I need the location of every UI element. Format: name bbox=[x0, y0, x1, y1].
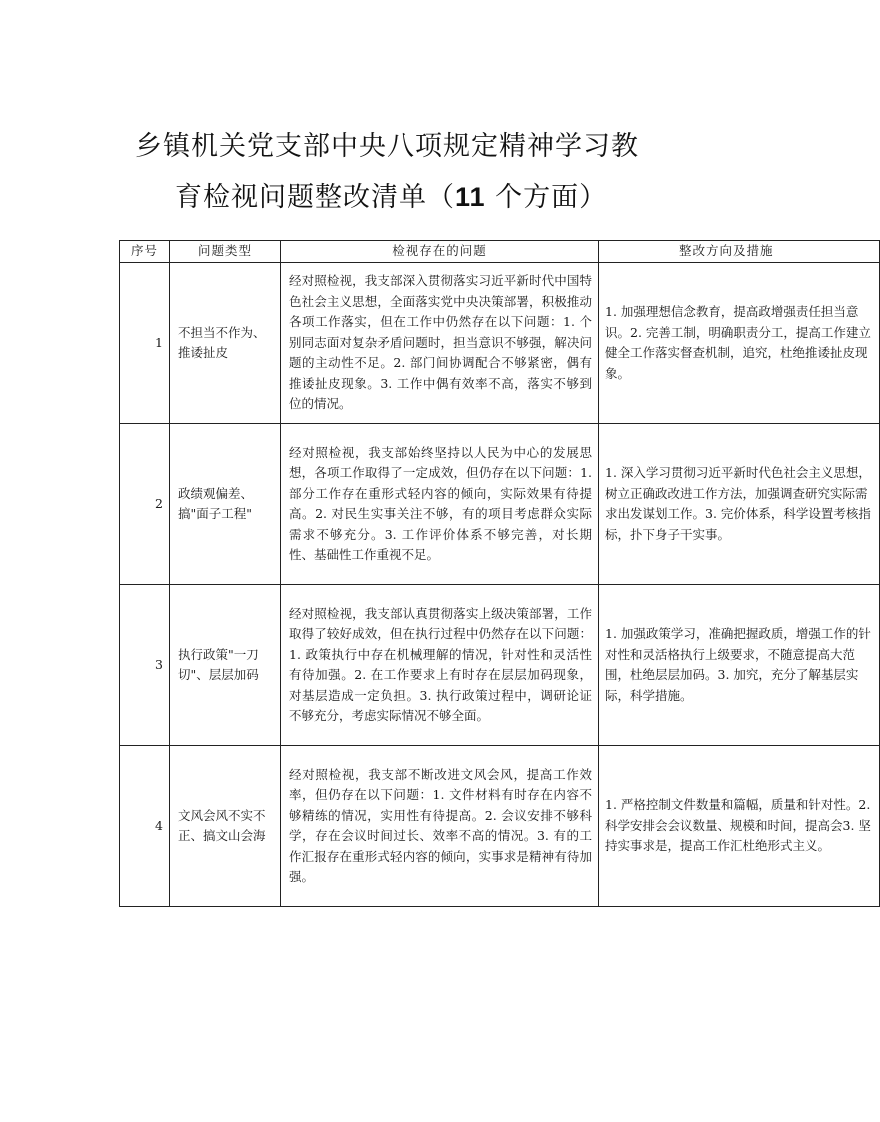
rectification-measures-cell: 1. 加强理想信念教育，提高政增强责任担当意识。2. 完善工制，明确职责分工，提高工作建立健全工作落实督查机制，追究，杜绝推诿扯皮现象。 bbox=[599, 263, 880, 424]
row-number: 1 bbox=[120, 263, 170, 424]
issue-description-cell: 经对照检视，我支部深入贯彻落实习近平新时代中国特色社会主义思想，全面落实党中央决策部署，积极推动各项工作落实，但在工作中仍然存在以下问题：1. 个别同志面对复杂矛盾问题时，担当意识不够强，解决问题的主动性不足。2. 部门间协调配合不够紧密，偶有推诿扯皮现象。3. 工作中偶有效率不高，落实不够到位的情况。 bbox=[281, 263, 599, 424]
table-row bbox=[120, 263, 880, 424]
title-line-2-suffix: 个方面） bbox=[485, 182, 608, 213]
table-header-row bbox=[120, 241, 880, 263]
issue-description-cell: 经对照检视，我支部不断改进文风会风，提高工作效率，但仍存在以下问题：1. 文件材料有时存在内容不够精练的情况，实用性有待提高。2. 会议安排不够科学，存在会议时间过长、效率不高的情况。3. 有的工作汇报存在重形式轻内容的倾向，实事求是精神有待加强。 bbox=[281, 746, 599, 907]
row-number: 4 bbox=[120, 746, 170, 907]
row-number: 2 bbox=[120, 424, 170, 585]
title-line-2-prefix: 育检视问题整改清单（ bbox=[175, 182, 455, 213]
header-no: 序号 bbox=[120, 241, 170, 263]
rectification-measures-cell: 1. 加强政策学习，准确把握政质，增强工作的针对性和灵活格执行上级要求，不随意提高大范围，杜绝层层加码。3. 加究，充分了解基层实际，科学措施。 bbox=[599, 585, 880, 746]
checklist-table-container bbox=[119, 240, 871, 907]
row-number: 3 bbox=[120, 585, 170, 746]
issue-type-cell: 执行政策"一刀切"、层层加码 bbox=[170, 585, 281, 746]
issue-type-cell: 文风会风不实不正、搞文山会海 bbox=[170, 746, 281, 907]
issue-description-cell: 经对照检视，我支部认真贯彻落实上级决策部署，工作取得了较好成效，但在执行过程中仍然存在以下问题：1. 政策执行中存在机械理解的情况，针对性和灵活性有待加强。2. 在工作要求上有时存在层层加码现象，对基层造成一定负担。3. 执行政策过程中，调研论证不够充分，考虑实际情况不够全面。 bbox=[281, 585, 599, 746]
header-issues-found: 检视存在的问题 bbox=[281, 241, 599, 263]
header-rectification-measures: 整改方向及措施 bbox=[599, 241, 880, 263]
page-title bbox=[0, 122, 793, 223]
rectification-measures-cell: 1. 严格控制文件数量和篇幅，质量和针对性。2. 科学安排会会议数量、规模和时间，提高会3. 坚持实事求是，提高工作汇杜绝形式主义。 bbox=[599, 746, 880, 907]
table-row bbox=[120, 746, 880, 907]
issue-description-cell: 经对照检视，我支部始终坚持以人民为中心的发展思想，各项工作取得了一定成效，但仍存在以下问题：1. 部分工作存在重形式轻内容的倾向，实际效果有待提高。2. 对民生实事关注不够，有的项目考虑群众实际需求不够充分。3. 工作评价体系不够完善，对长期性、基础性工作重视不足。 bbox=[281, 424, 599, 585]
title-line-1: 乡镇机关党支部中央八项规定精神学习教 bbox=[135, 131, 639, 162]
title-aspect-count: 11 bbox=[455, 182, 486, 212]
rectification-checklist-table bbox=[119, 240, 880, 907]
header-issue-type: 问题类型 bbox=[170, 241, 281, 263]
table-row bbox=[120, 424, 880, 585]
table-row bbox=[120, 585, 880, 746]
rectification-measures-cell: 1. 深入学习贯彻习近平新时代色社会主义思想，树立正确政改进工作方法，加强调查研究实际需求出发谋划工作。3. 完价体系，科学设置考核指标，扑下身子干实事。 bbox=[599, 424, 880, 585]
issue-type-cell: 政绩观偏差、搞"面子工程" bbox=[170, 424, 281, 585]
issue-type-cell: 不担当不作为、推诿扯皮 bbox=[170, 263, 281, 424]
title-line-2 bbox=[0, 172, 793, 223]
